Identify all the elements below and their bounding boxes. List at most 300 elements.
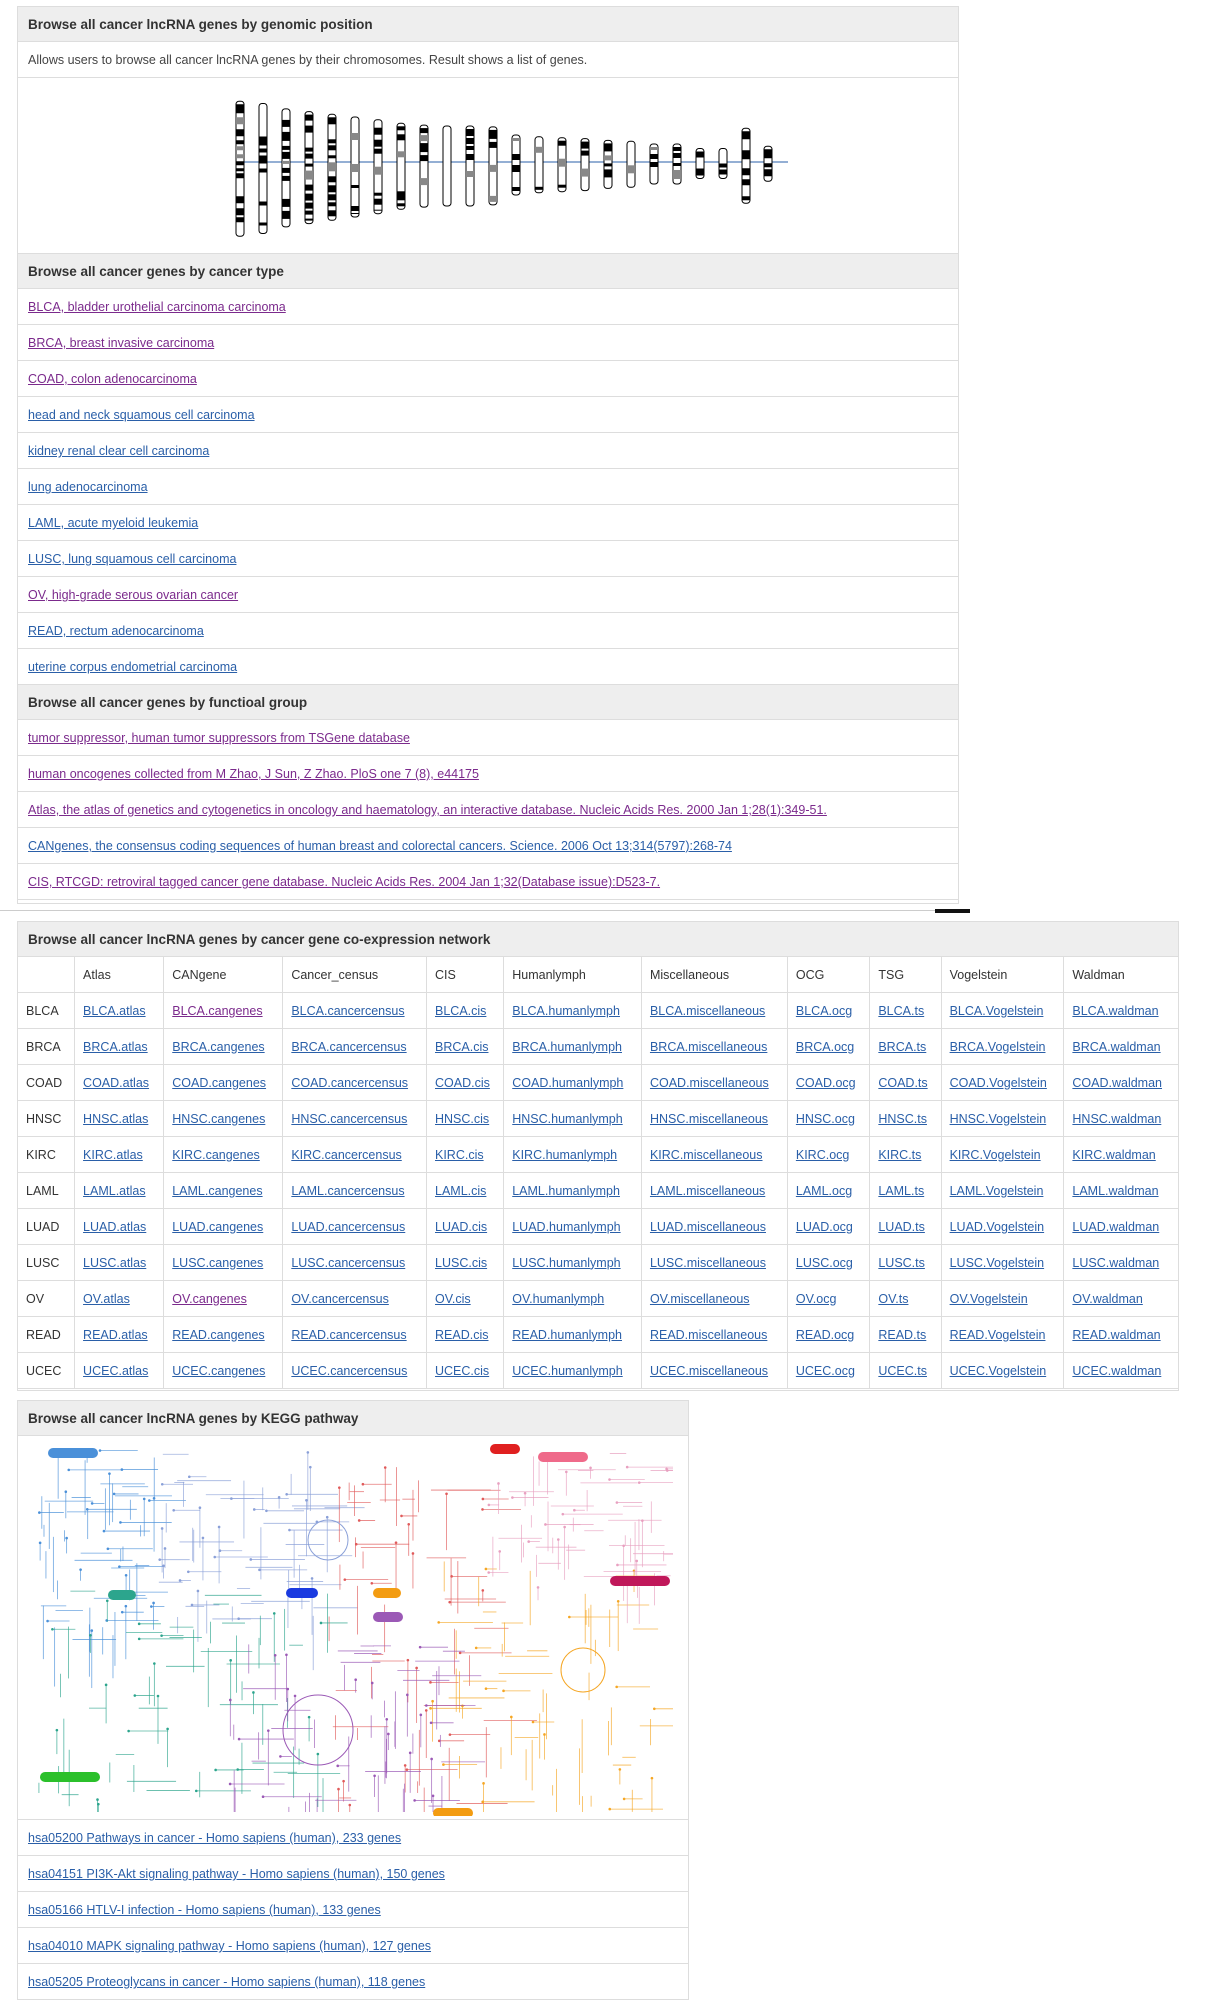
network-cell-link[interactable]: UCEC.atlas — [83, 1363, 149, 1378]
network-cell-link[interactable]: BRCA.atlas — [83, 1039, 148, 1054]
functional-group-link[interactable]: tumor suppressor, human tumor suppressors from TSGene database — [28, 731, 410, 745]
chromosome[interactable] — [581, 139, 589, 191]
network-cell — [75, 1353, 164, 1389]
network-cell-link[interactable]: COAD.cis — [435, 1075, 490, 1090]
network-cell-link[interactable]: LUAD.ts — [878, 1219, 925, 1234]
chromosome[interactable] — [236, 101, 244, 236]
chromosome[interactable] — [374, 120, 382, 214]
network-cell-link[interactable]: READ.ts — [878, 1327, 927, 1342]
network-cell-link[interactable]: HNSC.cancercensus — [291, 1111, 408, 1126]
network-cell-link[interactable]: LUAD.humanlymph — [512, 1219, 621, 1234]
network-cell — [1064, 1029, 1178, 1065]
network-cell-link[interactable]: UCEC.humanlymph — [512, 1363, 623, 1378]
chromosome-ideogram[interactable] — [18, 78, 958, 254]
network-cell-link[interactable]: BLCA.atlas — [83, 1003, 146, 1018]
network-cell — [641, 1065, 787, 1101]
network-cell-link[interactable]: COAD.miscellaneous — [649, 1075, 769, 1090]
network-cell-link[interactable]: COAD.humanlymph — [512, 1075, 624, 1090]
network-cell-link[interactable]: LUAD.cis — [435, 1219, 488, 1234]
cancer-type-link[interactable]: lung adenocarcinoma — [28, 480, 148, 494]
network-cell-link[interactable]: COAD.cangenes — [172, 1075, 267, 1090]
network-cell — [75, 1317, 164, 1353]
network-cell — [164, 1245, 283, 1281]
network-cell — [941, 1065, 1064, 1101]
network-cell-link[interactable]: BRCA.Vogelstein — [949, 1039, 1046, 1054]
network-cell-link[interactable]: READ.Vogelstein — [949, 1327, 1046, 1342]
network-cell — [75, 1137, 164, 1173]
network-cell — [164, 1173, 283, 1209]
functional-group-heading: Browse all cancer genes by functioal group — [18, 685, 958, 720]
network-cell-link[interactable]: LUAD.waldman — [1072, 1219, 1160, 1234]
network-cell — [941, 1317, 1064, 1353]
network-cell-link[interactable]: KIRC.ocg — [795, 1147, 850, 1162]
network-cell — [504, 1245, 642, 1281]
network-cell-link[interactable]: OV.miscellaneous — [649, 1291, 750, 1306]
chromosome[interactable] — [627, 141, 635, 187]
network-table-row — [18, 1317, 1178, 1353]
network-cell — [941, 1209, 1064, 1245]
network-cell-link[interactable]: LUSC.cis — [435, 1255, 488, 1270]
network-cell-link[interactable]: READ.cangenes — [172, 1327, 265, 1342]
network-cell — [641, 1173, 787, 1209]
network-cell-link[interactable]: UCEC.ocg — [795, 1363, 855, 1378]
network-column-header: Miscellaneous — [641, 957, 787, 993]
network-cell-link[interactable]: LUSC.waldman — [1072, 1255, 1160, 1270]
genomic-position-heading: Browse all cancer lncRNA genes by genomic position — [18, 7, 958, 42]
network-cell-link[interactable]: LAML.cangenes — [172, 1183, 263, 1198]
network-cell — [1064, 1353, 1178, 1389]
network-cell-link[interactable]: BLCA.cancercensus — [291, 1003, 405, 1018]
chromosome[interactable] — [764, 146, 772, 181]
network-cell — [787, 1317, 869, 1353]
network-cell — [870, 1317, 941, 1353]
network-cell-link[interactable]: HNSC.atlas — [83, 1111, 149, 1126]
network-cell — [283, 1209, 427, 1245]
network-cell-link[interactable]: LAML.Vogelstein — [949, 1183, 1044, 1198]
network-cell-link[interactable]: UCEC.cangenes — [172, 1363, 266, 1378]
network-cell-link[interactable]: OV.cancercensus — [291, 1291, 389, 1306]
network-cell — [641, 1353, 787, 1389]
network-cell — [870, 1101, 941, 1137]
chromosome[interactable] — [489, 127, 497, 205]
kegg-pathway-link[interactable]: hsa05200 Pathways in cancer - Homo sapiens (human), 233 genes — [28, 1831, 402, 1845]
network-cell — [427, 1209, 504, 1245]
cancer-type-link[interactable]: COAD, colon adenocarcinoma — [28, 372, 197, 386]
cancer-type-item — [18, 541, 958, 577]
network-cell — [427, 1281, 504, 1317]
chromosome[interactable] — [696, 149, 704, 179]
network-cell — [941, 1173, 1064, 1209]
network-cell-link[interactable]: BRCA.ocg — [795, 1039, 855, 1054]
network-cell-link[interactable]: READ.cis — [435, 1327, 489, 1342]
network-cell-link[interactable]: BLCA.ocg — [795, 1003, 853, 1018]
network-cell — [941, 1101, 1064, 1137]
network-cell-link[interactable]: UCEC.Vogelstein — [949, 1363, 1047, 1378]
network-cell-link[interactable]: LUAD.miscellaneous — [649, 1219, 766, 1234]
network-cell — [787, 1029, 869, 1065]
network-cell-link[interactable]: KIRC.humanlymph — [512, 1147, 618, 1162]
kegg-panel — [17, 1400, 689, 2000]
network-cell-link[interactable]: HNSC.cangenes — [172, 1111, 266, 1126]
network-cell-link[interactable]: LUSC.atlas — [83, 1255, 147, 1270]
network-cell-link[interactable]: LAML.ocg — [795, 1183, 853, 1198]
functional-group-link[interactable]: CANgenes, the consensus coding sequences of human breast and colorectal cancers. Science. 2006 Oct 13;314(5797):268-74 — [28, 839, 732, 853]
network-cell-link[interactable]: BLCA.cis — [435, 1003, 487, 1018]
chromosome-ideogram-graphic[interactable] — [18, 78, 958, 253]
network-cell — [283, 1101, 427, 1137]
network-cell — [427, 1317, 504, 1353]
network-cell — [641, 1209, 787, 1245]
chromosome[interactable] — [604, 140, 612, 188]
network-cell — [941, 1245, 1064, 1281]
network-column-header: Cancer_census — [283, 957, 427, 993]
cancer-type-link[interactable]: BLCA, bladder urothelial carcinoma carcinoma — [28, 300, 286, 314]
chromosome[interactable] — [420, 125, 428, 207]
network-cell-link[interactable]: LAML.waldman — [1072, 1183, 1159, 1198]
network-cell-link[interactable]: BRCA.waldman — [1072, 1039, 1161, 1054]
network-cell-link[interactable]: COAD.Vogelstein — [949, 1075, 1047, 1090]
chromosome[interactable] — [397, 123, 405, 209]
functional-group-link[interactable]: human oncogenes collected from M Zhao, J Sun, Z Zhao. PloS one 7 (8), e44175 — [28, 767, 479, 781]
network-cell — [787, 1281, 869, 1317]
cancer-type-link[interactable]: head and neck squamous cell carcinoma — [28, 408, 255, 422]
network-cell-link[interactable]: BLCA.humanlymph — [512, 1003, 620, 1018]
network-cell — [1064, 1101, 1178, 1137]
chromosome[interactable] — [673, 144, 681, 184]
network-cell — [1064, 1137, 1178, 1173]
network-row-label: OV — [18, 1281, 75, 1317]
network-cell-link[interactable]: LUAD.cancercensus — [291, 1219, 406, 1234]
network-cell-link[interactable]: KIRC.ts — [878, 1147, 922, 1162]
network-cell-link[interactable]: BLCA.cangenes — [172, 1003, 263, 1018]
network-table-header — [18, 957, 1178, 993]
network-column-header: Vogelstein — [941, 957, 1064, 993]
cancer-type-item — [18, 397, 958, 433]
network-cell — [164, 993, 283, 1029]
network-cell — [1064, 1209, 1178, 1245]
network-cell — [787, 1209, 869, 1245]
network-cell — [787, 1101, 869, 1137]
cancer-type-list — [18, 289, 958, 685]
network-cell-link[interactable]: HNSC.ts — [878, 1111, 927, 1126]
network-cell-link[interactable]: KIRC.cangenes — [172, 1147, 260, 1162]
chromosome[interactable] — [351, 117, 359, 217]
kegg-pathway-item — [18, 1964, 688, 2000]
network-cell — [941, 1137, 1064, 1173]
network-cell — [283, 1065, 427, 1101]
network-cell-link[interactable]: COAD.ts — [878, 1075, 928, 1090]
chromosome[interactable] — [558, 138, 566, 192]
network-cell-link[interactable]: HNSC.ocg — [795, 1111, 855, 1126]
network-row-label: KIRC — [18, 1137, 75, 1173]
network-column-header: Humanlymph — [504, 957, 642, 993]
network-cell — [504, 1101, 642, 1137]
network-cell-link[interactable]: LUSC.miscellaneous — [649, 1255, 766, 1270]
network-cell-link[interactable]: LUSC.cangenes — [172, 1255, 264, 1270]
network-cell — [283, 1317, 427, 1353]
network-cell-link[interactable]: READ.miscellaneous — [649, 1327, 768, 1342]
network-cell — [1064, 1065, 1178, 1101]
network-cell-link[interactable]: HNSC.Vogelstein — [949, 1111, 1047, 1126]
network-cell — [641, 1137, 787, 1173]
network-cell — [427, 1101, 504, 1137]
kegg-pathway-item — [18, 1856, 688, 1892]
network-table-row — [18, 1029, 1178, 1065]
network-cell-link[interactable]: BRCA.ts — [878, 1039, 927, 1054]
network-cell — [504, 1353, 642, 1389]
cancer-type-item — [18, 289, 958, 325]
network-table — [18, 957, 1178, 1389]
network-row-label: UCEC — [18, 1353, 75, 1389]
chromosome[interactable] — [650, 144, 658, 184]
cancer-type-link[interactable]: OV, high-grade serous ovarian cancer — [28, 588, 239, 602]
cancer-type-item — [18, 325, 958, 361]
network-cell — [787, 1245, 869, 1281]
network-cell — [75, 1065, 164, 1101]
network-cell-link[interactable]: LUAD.cangenes — [172, 1219, 264, 1234]
network-cell-link[interactable]: BRCA.cancercensus — [291, 1039, 407, 1054]
network-row-label: BLCA — [18, 993, 75, 1029]
network-table-row — [18, 1245, 1178, 1281]
network-cell-link[interactable]: BRCA.cis — [435, 1039, 489, 1054]
network-panel — [17, 921, 1179, 1391]
network-cell — [427, 1029, 504, 1065]
network-cell — [1064, 993, 1178, 1029]
network-row-label: READ — [18, 1317, 75, 1353]
chromosome[interactable] — [443, 126, 451, 206]
network-cell-link[interactable]: UCEC.waldman — [1072, 1363, 1162, 1378]
network-cell — [870, 1281, 941, 1317]
network-cell-link[interactable]: LAML.ts — [878, 1183, 925, 1198]
network-cell-link[interactable]: KIRC.cis — [435, 1147, 484, 1162]
network-cell-link[interactable]: OV.cangenes — [172, 1291, 247, 1306]
network-cell-link[interactable]: KIRC.waldman — [1072, 1147, 1156, 1162]
network-cell-link[interactable]: LUSC.ts — [878, 1255, 925, 1270]
chromosome[interactable] — [742, 128, 750, 203]
chromosome[interactable] — [328, 114, 336, 220]
network-cell-link[interactable]: OV.waldman — [1072, 1291, 1143, 1306]
cancer-type-item — [18, 361, 958, 397]
network-cell-link[interactable]: COAD.atlas — [83, 1075, 150, 1090]
network-cell — [870, 1029, 941, 1065]
network-cell-link[interactable]: LUAD.Vogelstein — [949, 1219, 1045, 1234]
network-cell — [75, 1101, 164, 1137]
network-cell — [641, 1029, 787, 1065]
network-cell — [283, 1353, 427, 1389]
network-cell-link[interactable]: READ.waldman — [1072, 1327, 1161, 1342]
network-cell — [870, 1245, 941, 1281]
cancer-type-link[interactable]: uterine corpus endometrial carcinoma — [28, 660, 238, 674]
network-cell-link[interactable]: COAD.ocg — [795, 1075, 856, 1090]
divider-marker — [935, 909, 970, 913]
network-cell-link[interactable]: BRCA.miscellaneous — [649, 1039, 768, 1054]
network-cell — [504, 1317, 642, 1353]
network-cell-link[interactable]: BLCA.miscellaneous — [649, 1003, 766, 1018]
network-row-label: LUAD — [18, 1209, 75, 1245]
network-cell — [787, 1173, 869, 1209]
kegg-metabolic-map[interactable] — [18, 1436, 688, 1820]
network-cell-link[interactable]: KIRC.miscellaneous — [649, 1147, 763, 1162]
network-row-label: LAML — [18, 1173, 75, 1209]
network-cell-link[interactable]: BLCA.waldman — [1072, 1003, 1159, 1018]
network-cell-link[interactable]: LUSC.ocg — [795, 1255, 853, 1270]
cancer-type-link[interactable]: READ, rectum adenocarcinoma — [28, 624, 204, 638]
network-cell — [870, 1353, 941, 1389]
network-cell-link[interactable]: READ.humanlymph — [512, 1327, 622, 1342]
genomic-position-description: Allows users to browse all cancer lncRNA genes by their chromosomes. Result shows a list of genes. — [18, 42, 958, 78]
network-cell — [504, 1281, 642, 1317]
network-cell — [1064, 1281, 1178, 1317]
network-cell — [75, 1245, 164, 1281]
network-cell-link[interactable]: HNSC.waldman — [1072, 1111, 1162, 1126]
network-cell — [164, 1101, 283, 1137]
chromosome[interactable] — [466, 126, 474, 206]
network-cell-link[interactable]: HNSC.humanlymph — [512, 1111, 623, 1126]
network-cell-link[interactable]: OV.Vogelstein — [949, 1291, 1028, 1306]
network-cell — [164, 1137, 283, 1173]
network-cell-link[interactable]: COAD.cancercensus — [291, 1075, 409, 1090]
network-cell-link[interactable]: KIRC.Vogelstein — [949, 1147, 1041, 1162]
network-cell-link[interactable]: UCEC.cis — [435, 1363, 490, 1378]
network-column-header: OCG — [787, 957, 869, 993]
network-cell — [75, 1173, 164, 1209]
network-cell — [427, 1137, 504, 1173]
network-cell-link[interactable]: LUAD.atlas — [83, 1219, 147, 1234]
chromosome[interactable] — [719, 149, 727, 179]
kegg-metabolic-map-graphic[interactable] — [28, 1440, 678, 1816]
kegg-pathway-link[interactable]: hsa04010 MAPK signaling pathway - Homo sapiens (human), 127 genes — [28, 1939, 432, 1953]
kegg-pathway-link[interactable]: hsa05205 Proteoglycans in cancer - Homo sapiens (human), 118 genes — [28, 1975, 426, 1989]
network-column-header: TSG — [870, 957, 941, 993]
network-cell — [870, 1065, 941, 1101]
network-cell — [787, 1137, 869, 1173]
network-cell-link[interactable]: BRCA.cangenes — [172, 1039, 265, 1054]
network-cell — [164, 1065, 283, 1101]
network-cell — [283, 1281, 427, 1317]
functional-group-item — [18, 792, 958, 828]
network-cell — [941, 1029, 1064, 1065]
network-cell-link[interactable]: READ.atlas — [83, 1327, 148, 1342]
network-cell — [641, 1245, 787, 1281]
chromosome[interactable] — [305, 112, 313, 224]
network-table-row — [18, 1173, 1178, 1209]
network-cell — [641, 1281, 787, 1317]
network-cell-link[interactable]: HNSC.miscellaneous — [649, 1111, 769, 1126]
network-cell — [75, 1209, 164, 1245]
functional-group-list — [18, 720, 958, 900]
network-cell — [504, 993, 642, 1029]
chromosome[interactable] — [282, 109, 290, 227]
network-cell-link[interactable]: OV.atlas — [83, 1291, 130, 1306]
functional-group-link[interactable]: Atlas, the atlas of genetics and cytogenetics in oncology and haematology, an interactive database. Nucleic Acids Res. 2000 Jan 1;28(1):349-51. — [28, 803, 827, 817]
chromosome[interactable] — [259, 104, 267, 234]
network-cell — [283, 993, 427, 1029]
network-cell — [870, 993, 941, 1029]
network-cell-link[interactable]: UCEC.miscellaneous — [649, 1363, 769, 1378]
network-cell — [870, 1137, 941, 1173]
cancer-type-link[interactable]: BRCA, breast invasive carcinoma — [28, 336, 215, 350]
cancer-type-item — [18, 613, 958, 649]
chromosome[interactable] — [512, 135, 520, 195]
network-cell — [787, 1353, 869, 1389]
network-cell-link[interactable]: HNSC.cis — [435, 1111, 490, 1126]
kegg-pathway-item — [18, 1928, 688, 1964]
network-column-header: Waldman — [1064, 957, 1178, 993]
network-cell-link[interactable]: LUAD.ocg — [795, 1219, 853, 1234]
network-cell — [1064, 1173, 1178, 1209]
network-cell-link[interactable]: LAML.humanlymph — [512, 1183, 620, 1198]
network-cell — [164, 1317, 283, 1353]
network-cell-link[interactable]: OV.cis — [435, 1291, 471, 1306]
network-cell — [641, 1101, 787, 1137]
network-cell — [283, 1173, 427, 1209]
network-cell-link[interactable]: OV.humanlymph — [512, 1291, 605, 1306]
network-cell — [427, 1173, 504, 1209]
network-cell — [75, 993, 164, 1029]
network-cell — [427, 1065, 504, 1101]
cancer-type-link[interactable]: LUSC, lung squamous cell carcinoma — [28, 552, 237, 566]
browse-panel-top — [17, 6, 959, 904]
kegg-heading: Browse all cancer lncRNA genes by KEGG pathway — [18, 1401, 688, 1436]
functional-group-item — [18, 720, 958, 756]
network-cell-link[interactable]: UCEC.ts — [878, 1363, 927, 1378]
network-cell-link[interactable]: BLCA.Vogelstein — [949, 1003, 1044, 1018]
chromosome[interactable] — [535, 137, 543, 193]
network-cell-link[interactable]: LUSC.Vogelstein — [949, 1255, 1045, 1270]
network-cell — [1064, 1317, 1178, 1353]
functional-group-item — [18, 864, 958, 900]
cancer-type-link[interactable]: LAML, acute myeloid leukemia — [28, 516, 199, 530]
network-row-label: HNSC — [18, 1101, 75, 1137]
network-cell — [427, 993, 504, 1029]
network-cell-link[interactable]: UCEC.cancercensus — [291, 1363, 408, 1378]
network-table-row — [18, 1101, 1178, 1137]
network-cell-link[interactable]: READ.ocg — [795, 1327, 855, 1342]
network-cell — [427, 1353, 504, 1389]
network-heading: Browse all cancer lncRNA genes by cancer gene co-expression network — [18, 922, 1178, 957]
network-cell — [870, 1209, 941, 1245]
network-cell-link[interactable]: COAD.waldman — [1072, 1075, 1163, 1090]
network-cell — [283, 1137, 427, 1173]
network-cell-link[interactable]: KIRC.atlas — [83, 1147, 143, 1162]
network-cell-link[interactable]: OV.ts — [878, 1291, 909, 1306]
network-cell-link[interactable]: READ.cancercensus — [291, 1327, 407, 1342]
network-cell-link[interactable]: OV.ocg — [795, 1291, 837, 1306]
kegg-pathway-item — [18, 1820, 688, 1856]
network-cell — [164, 1281, 283, 1317]
kegg-pathway-link[interactable]: hsa05166 HTLV-I infection - Homo sapiens (human), 133 genes — [28, 1903, 381, 1917]
network-cell-link[interactable]: LUSC.cancercensus — [291, 1255, 406, 1270]
kegg-pathway-link[interactable]: hsa04151 PI3K-Akt signaling pathway - Homo sapiens (human), 150 genes — [28, 1867, 445, 1881]
cancer-type-link[interactable]: kidney renal clear cell carcinoma — [28, 444, 210, 458]
functional-group-link[interactable]: CIS, RTCGD: retroviral tagged cancer gene database. Nucleic Acids Res. 2004 Jan 1;32(Database issue):D523-7. — [28, 875, 661, 889]
network-cell-link[interactable]: LAML.cis — [435, 1183, 487, 1198]
network-cell — [504, 1137, 642, 1173]
network-cell — [504, 1029, 642, 1065]
network-cell-link[interactable]: KIRC.cancercensus — [291, 1147, 402, 1162]
network-cell-link[interactable]: BRCA.humanlymph — [512, 1039, 622, 1054]
network-cell — [283, 1029, 427, 1065]
cancer-type-item — [18, 469, 958, 505]
network-cell — [283, 1245, 427, 1281]
network-cell-link[interactable]: LAML.miscellaneous — [649, 1183, 766, 1198]
network-cell — [787, 1065, 869, 1101]
network-cell-link[interactable]: LAML.atlas — [83, 1183, 146, 1198]
network-cell-link[interactable]: BLCA.ts — [878, 1003, 925, 1018]
network-cell-link[interactable]: LUSC.humanlymph — [512, 1255, 621, 1270]
network-cell — [1064, 1245, 1178, 1281]
network-cell-link[interactable]: LAML.cancercensus — [291, 1183, 405, 1198]
